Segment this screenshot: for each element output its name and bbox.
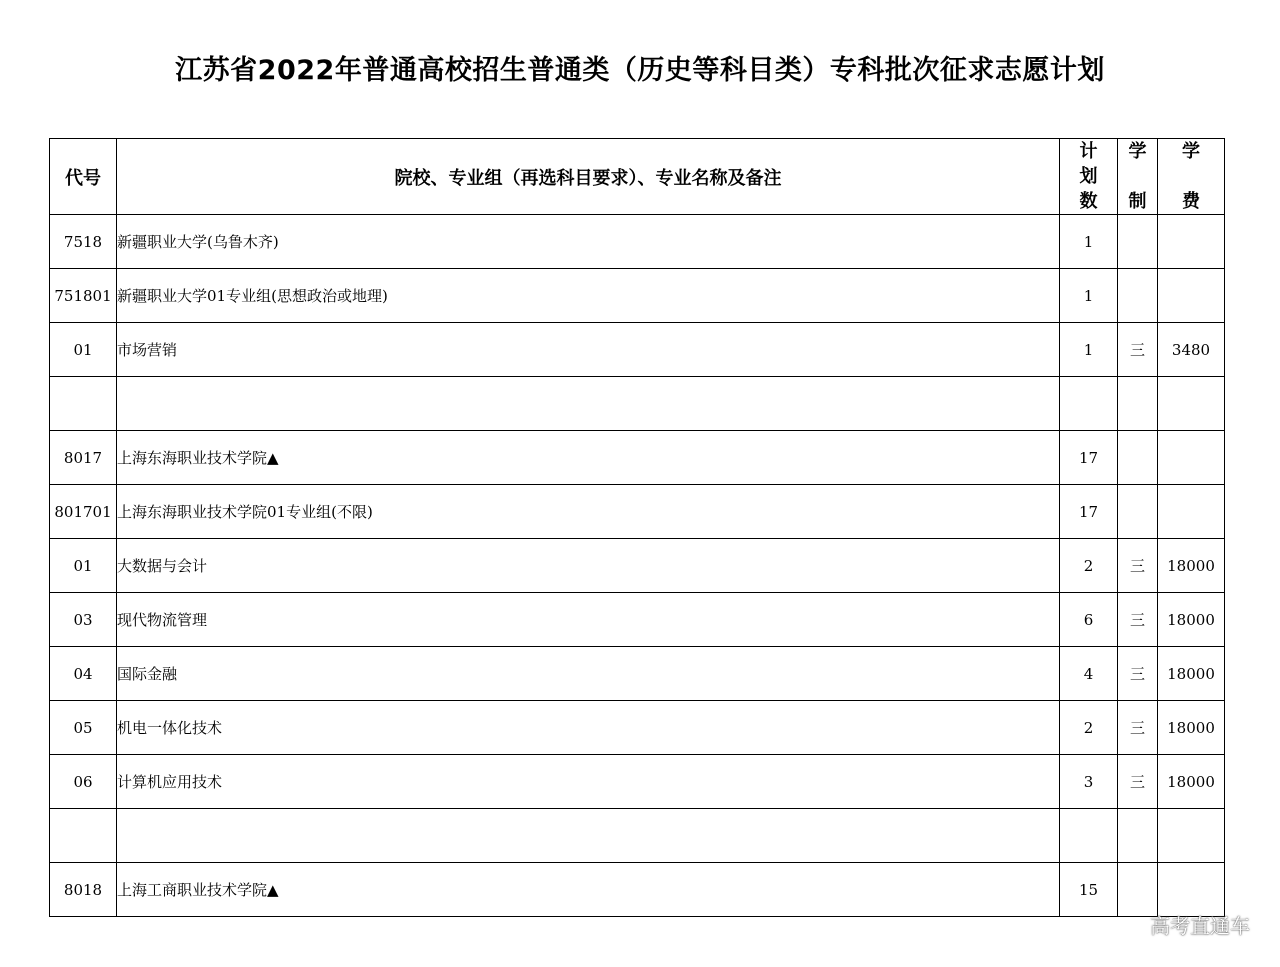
header-duration-char: 制	[1128, 191, 1147, 212]
cell-duration	[1118, 215, 1158, 269]
cell-fee: 18000	[1158, 539, 1225, 593]
enrollment-plan-table	[49, 138, 1225, 917]
table-row	[50, 809, 1225, 863]
cell-code: 7518	[50, 215, 117, 269]
cell-code: 801701	[50, 485, 117, 539]
cell-code: 01	[50, 323, 117, 377]
table-row	[50, 755, 1225, 809]
cell-name: 大数据与会计	[117, 539, 1060, 593]
cell-plan-count: 15	[1060, 863, 1118, 917]
cell-code: 06	[50, 755, 117, 809]
cell-name: 国际金融	[117, 647, 1060, 701]
cell-name: 市场营销	[117, 323, 1060, 377]
cell-duration: 三	[1118, 593, 1158, 647]
cell-duration	[1118, 863, 1158, 917]
table-row	[50, 593, 1225, 647]
cell-fee	[1158, 215, 1225, 269]
cell-code: 8017	[50, 431, 117, 485]
header-plan-char: 划	[1079, 166, 1098, 187]
cell-plan-count: 2	[1060, 539, 1118, 593]
table-row	[50, 215, 1225, 269]
cell-name	[117, 809, 1060, 863]
header-plan-char: 数	[1079, 191, 1098, 212]
cell-duration: 三	[1118, 647, 1158, 701]
cell-fee: 3480	[1158, 323, 1225, 377]
table-row	[50, 377, 1225, 431]
cell-name: 现代物流管理	[117, 593, 1060, 647]
cell-duration: 三	[1118, 701, 1158, 755]
cell-duration: 三	[1118, 323, 1158, 377]
header-fee-char: 费	[1182, 191, 1200, 212]
table-row	[50, 485, 1225, 539]
cell-plan-count: 1	[1060, 323, 1118, 377]
cell-plan-count: 1	[1060, 269, 1118, 323]
cell-plan-count: 3	[1060, 755, 1118, 809]
cell-code: 751801	[50, 269, 117, 323]
cell-fee	[1158, 863, 1225, 917]
header-duration-char: 学	[1128, 141, 1147, 162]
table-row	[50, 647, 1225, 701]
cell-fee	[1158, 431, 1225, 485]
table-row	[50, 323, 1225, 377]
cell-code: 05	[50, 701, 117, 755]
cell-name: 上海东海职业技术学院01专业组(不限)	[117, 485, 1060, 539]
table-row	[50, 701, 1225, 755]
cell-fee: 18000	[1158, 647, 1225, 701]
cell-fee	[1158, 485, 1225, 539]
header-plan-count	[1060, 139, 1118, 215]
cell-duration	[1118, 485, 1158, 539]
cell-duration	[1118, 431, 1158, 485]
watermark-text: 高考直通车	[1150, 914, 1250, 938]
cell-code: 01	[50, 539, 117, 593]
cell-fee: 18000	[1158, 593, 1225, 647]
cell-code: 04	[50, 647, 117, 701]
cell-duration	[1118, 377, 1158, 431]
cell-name: 计算机应用技术	[117, 755, 1060, 809]
cell-plan-count: 4	[1060, 647, 1118, 701]
table-row	[50, 539, 1225, 593]
cell-plan-count	[1060, 377, 1118, 431]
table-row	[50, 269, 1225, 323]
table-header-row	[50, 139, 1225, 215]
cell-plan-count: 2	[1060, 701, 1118, 755]
cell-code: 03	[50, 593, 117, 647]
cell-fee	[1158, 809, 1225, 863]
cell-plan-count: 17	[1060, 431, 1118, 485]
header-fee-char: 学	[1182, 141, 1200, 162]
cell-fee: 18000	[1158, 701, 1225, 755]
table-row	[50, 431, 1225, 485]
cell-fee: 18000	[1158, 755, 1225, 809]
cell-name: 新疆职业大学01专业组(思想政治或地理)	[117, 269, 1060, 323]
cell-fee	[1158, 269, 1225, 323]
cell-duration: 三	[1118, 539, 1158, 593]
cell-name: 上海工商职业技术学院▲	[117, 863, 1060, 917]
header-plan-char: 计	[1079, 141, 1098, 162]
page-title: 江苏省2022年普通高校招生普通类（历史等科目类）专科批次征求志愿计划	[175, 55, 1105, 86]
cell-code	[50, 809, 117, 863]
cell-plan-count: 6	[1060, 593, 1118, 647]
cell-code: 8018	[50, 863, 117, 917]
cell-fee	[1158, 377, 1225, 431]
cell-name: 新疆职业大学(乌鲁木齐)	[117, 215, 1060, 269]
cell-name	[117, 377, 1060, 431]
cell-name: 机电一体化技术	[117, 701, 1060, 755]
header-fee	[1158, 139, 1225, 215]
cell-plan-count: 17	[1060, 485, 1118, 539]
header-name: 院校、专业组（再选科目要求）、专业名称及备注	[117, 139, 1060, 215]
cell-code	[50, 377, 117, 431]
cell-duration: 三	[1118, 755, 1158, 809]
cell-duration	[1118, 269, 1158, 323]
cell-duration	[1118, 809, 1158, 863]
table-row	[50, 863, 1225, 917]
header-code: 代号	[50, 139, 117, 215]
cell-plan-count: 1	[1060, 215, 1118, 269]
cell-name: 上海东海职业技术学院▲	[117, 431, 1060, 485]
cell-plan-count	[1060, 809, 1118, 863]
header-duration	[1118, 139, 1158, 215]
